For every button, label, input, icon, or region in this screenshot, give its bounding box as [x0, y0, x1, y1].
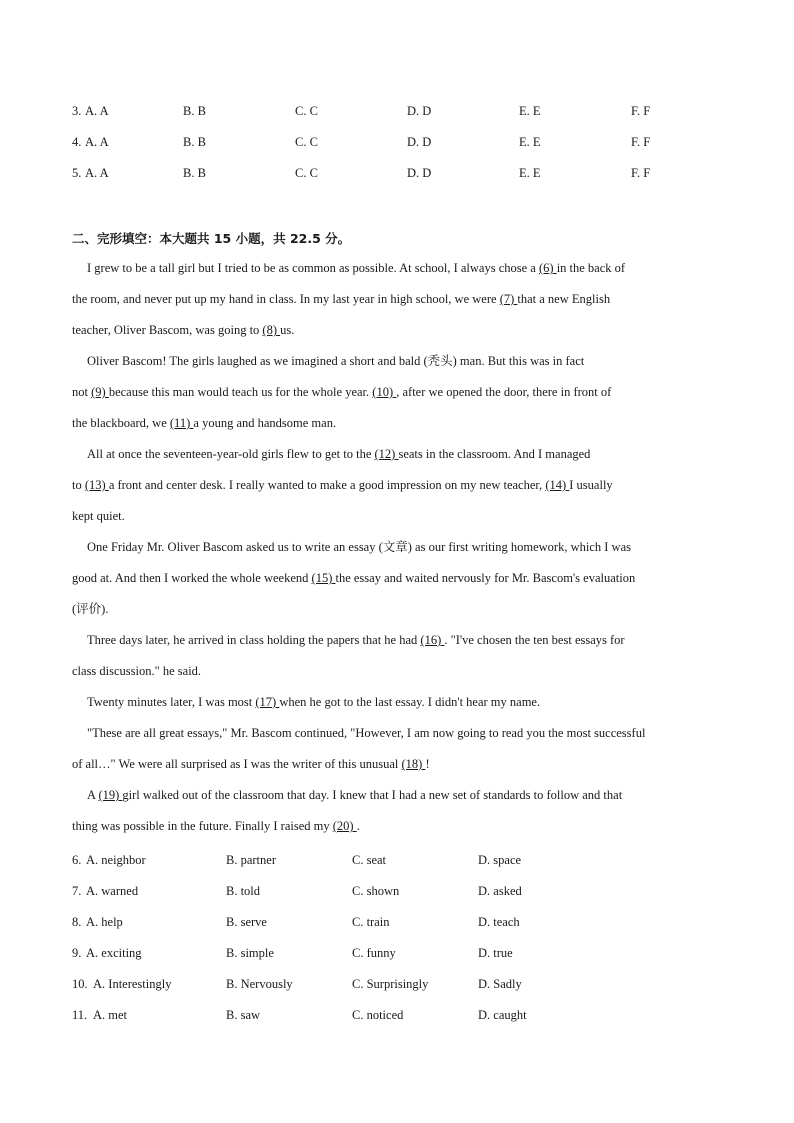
blank-number: (10)	[372, 385, 397, 399]
option-choice: C. train	[352, 915, 390, 929]
blank-number: (16)	[420, 633, 445, 647]
option-choice: A. exciting	[86, 946, 142, 960]
passage-text: Twenty minutes later, I was most	[87, 695, 256, 709]
option-choice: B. B	[183, 135, 206, 149]
passage-text: I usually	[569, 478, 613, 492]
option-choice: B. B	[183, 104, 206, 118]
option-choice: D. space	[478, 853, 522, 867]
passage-text: a front and center desk. I really wanted to make a good impression on my new teacher,	[108, 478, 546, 492]
passage-line	[72, 723, 720, 754]
option-choice: A. neighbor	[86, 853, 146, 867]
passage-text: . "I've chosen the ten best essays for	[444, 633, 625, 647]
passage-line	[72, 382, 720, 413]
passage-text: girl walked out of the classroom that day. I knew that I had a new set of standards to follow and that	[122, 788, 623, 802]
option-choice: B. B	[183, 166, 206, 180]
blank-number: (18)	[401, 757, 426, 771]
option-choice: D. teach	[478, 915, 520, 929]
option-choice: A. met	[93, 1008, 128, 1022]
passage-line	[72, 475, 720, 506]
option-choice: D. asked	[478, 884, 522, 898]
blank-number: (6)	[538, 261, 557, 275]
blank-number: (13)	[84, 478, 109, 492]
option-choice: F. F	[631, 104, 651, 118]
question-number: 5.	[72, 166, 82, 180]
section-title: 二、完形填空：本大题共 15 小题，共 22.5 分。	[72, 231, 351, 246]
passage-line	[72, 785, 720, 816]
passage-line	[72, 630, 720, 661]
passage-line	[72, 444, 720, 475]
passage-text: the essay and waited nervously for Mr. Bascom's evaluation	[335, 571, 636, 585]
option-choice: B. partner	[226, 853, 276, 867]
blank-number: (11)	[169, 416, 194, 430]
question-number: 8.	[72, 915, 82, 929]
passage-text: class discussion." he said.	[72, 664, 202, 678]
option-choice: C. seat	[352, 853, 387, 867]
passage-line	[72, 351, 720, 382]
option-choice: D. caught	[478, 1008, 527, 1022]
passage-text: "These are all great essays," Mr. Bascom continued, "However, I am now going to read you the most successful	[87, 726, 646, 740]
question-number: 6.	[72, 853, 82, 867]
passage-text: because this man would teach us for the whole year.	[108, 385, 373, 399]
passage-text: a young and handsome man.	[193, 416, 337, 430]
cloze-passage	[72, 258, 720, 847]
passage-line	[72, 568, 720, 599]
passage-line	[72, 599, 720, 630]
passage-text: us.	[280, 323, 295, 337]
option-choice: B. serve	[226, 915, 267, 929]
passage-text: in the back of	[556, 261, 626, 275]
blank-number: (9)	[91, 385, 109, 399]
passage-text: when he got to the last essay. I didn't hear my name.	[279, 695, 541, 709]
passage-text: I grew to be a tall girl but I tried to be as common as possible. At school, I always chose a	[87, 261, 539, 275]
option-choice: B. told	[226, 884, 261, 898]
option-choice: E. E	[519, 166, 541, 180]
option-choice: A. A	[85, 104, 109, 118]
passage-text: A	[87, 788, 99, 802]
option-choice: A. warned	[86, 884, 139, 898]
passage-text: that a new English	[517, 292, 611, 306]
option-choice: D. D	[407, 166, 432, 180]
option-choice: D. true	[478, 946, 513, 960]
passage-line	[72, 537, 720, 568]
option-choice: E. E	[519, 135, 541, 149]
passage-line	[72, 661, 720, 692]
passage-line	[72, 506, 720, 537]
passage-text: kept quiet.	[72, 509, 125, 523]
passage-text: .	[356, 819, 360, 833]
passage-line	[72, 754, 720, 785]
option-choice: A. A	[85, 166, 109, 180]
blank-number: (17)	[255, 695, 280, 709]
passage-text: , after we opened the door, there in front of	[396, 385, 612, 399]
blank-number: (19)	[98, 788, 123, 802]
blank-number: (14)	[545, 478, 570, 492]
question-number: 9.	[72, 946, 82, 960]
passage-line	[72, 258, 720, 289]
passage-text: of all…" We were all surprised as I was the writer of this unusual	[72, 757, 402, 771]
option-choice: A. A	[85, 135, 109, 149]
passage-text: One Friday Mr. Oliver Bascom asked us to write an essay (文章) as our first writing homework, which I was	[87, 540, 631, 554]
question-number: 11.	[72, 1008, 88, 1022]
passage-text: teacher, Oliver Bascom, was going to	[72, 323, 263, 337]
passage-text: !	[425, 757, 430, 771]
option-choice: C. noticed	[352, 1008, 404, 1022]
option-choice: D. D	[407, 104, 432, 118]
option-choice: C. C	[295, 166, 318, 180]
passage-text: not	[72, 385, 92, 399]
blank-number: (20)	[332, 819, 357, 833]
option-choice: C. C	[295, 135, 318, 149]
passage-text: All at once the seventeen-year-old girls flew to get to the	[87, 447, 375, 461]
option-choice: F. F	[631, 166, 651, 180]
question-number: 10.	[72, 977, 88, 991]
passage-text: the room, and never put up my hand in class. In my last year in high school, we were	[72, 292, 500, 306]
blank-number: (12)	[374, 447, 399, 461]
option-choice: C. funny	[352, 946, 396, 960]
blank-number: (8)	[262, 323, 281, 337]
option-choice: A. Interestingly	[93, 977, 172, 991]
passage-line	[72, 692, 720, 723]
passage-line	[72, 289, 720, 320]
blank-number: (7)	[499, 292, 518, 306]
option-choice: B. Nervously	[226, 977, 293, 991]
option-choice: B. saw	[226, 1008, 261, 1022]
question-number: 4.	[72, 135, 82, 149]
option-choice: C. C	[295, 104, 318, 118]
option-choice: A. help	[86, 915, 123, 929]
passage-text: seats in the classroom. And I managed	[398, 447, 591, 461]
passage-text: to	[72, 478, 85, 492]
option-choice: B. simple	[226, 946, 274, 960]
passage-line	[72, 320, 720, 351]
passage-text: good at. And then I worked the whole weekend	[72, 571, 312, 585]
passage-text: (评价).	[72, 602, 109, 616]
passage-text: Three days later, he arrived in class holding the papers that he had	[87, 633, 421, 647]
passage-text: the blackboard, we	[72, 416, 170, 430]
passage-text: Oliver Bascom! The girls laughed as we imagined a short and bald (秃头) man. But this was in fact	[87, 354, 585, 368]
passage-line	[72, 816, 720, 847]
option-choice: F. F	[631, 135, 651, 149]
passage-line	[72, 413, 720, 444]
option-choice: D. Sadly	[478, 977, 522, 991]
option-choice: D. D	[407, 135, 432, 149]
question-number: 7.	[72, 884, 82, 898]
option-choice: C. shown	[352, 884, 400, 898]
blank-number: (15)	[311, 571, 336, 585]
option-choice: C. Surprisingly	[352, 977, 429, 991]
passage-text: thing was possible in the future. Finally I raised my	[72, 819, 333, 833]
question-number: 3.	[72, 104, 82, 118]
option-choice: E. E	[519, 104, 541, 118]
